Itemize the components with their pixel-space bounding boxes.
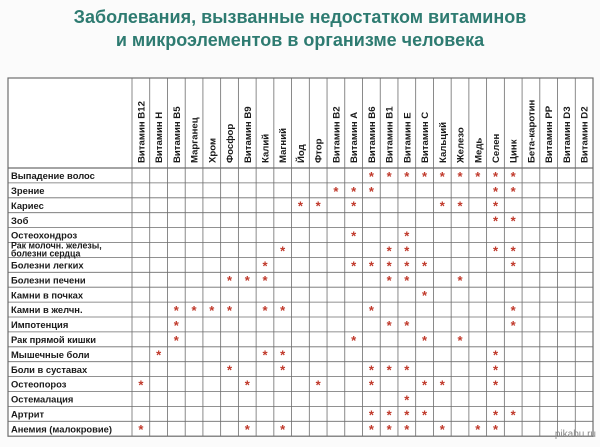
column-header: Витамин C	[420, 111, 432, 163]
row-label: Рак молочн. железы, болезни сердца	[11, 240, 102, 259]
row-label: Болезни легких	[11, 259, 84, 271]
column-header: Витамин B5	[171, 106, 183, 163]
deficiency-mark: *	[280, 362, 286, 378]
deficiency-mark: *	[475, 422, 481, 438]
deficiency-mark: *	[439, 377, 445, 393]
column-header: Хром	[207, 137, 219, 163]
deficiency-mark: *	[368, 258, 374, 274]
deficiency-mark: *	[368, 168, 374, 184]
row-label: Камни в желчн.	[11, 304, 83, 316]
deficiency-mark: *	[492, 347, 499, 363]
deficiency-mark: *	[368, 377, 374, 393]
deficiency-mark: *	[404, 228, 410, 244]
row-label: Остеопороз	[11, 378, 67, 390]
deficiency-mark: *	[226, 362, 233, 378]
deficiency-mark: *	[422, 332, 428, 348]
deficiency-mark: *	[244, 377, 250, 393]
deficiency-mark: *	[191, 303, 197, 318]
deficiency-mark: *	[351, 332, 357, 348]
row-label: Болезни печени	[11, 274, 86, 286]
deficiency-mark: *	[351, 183, 357, 199]
deficiency-mark: *	[386, 168, 392, 184]
deficiency-mark: *	[173, 317, 179, 333]
deficiency-mark: *	[510, 407, 516, 423]
deficiency-mark: *	[404, 392, 410, 408]
row-label: Рак прямой кишки	[11, 334, 97, 345]
deficiency-mark: *	[404, 362, 410, 378]
column-header: Витамин B6	[366, 106, 378, 163]
column-header: Витамин D2	[579, 106, 591, 163]
deficiency-mark: *	[351, 228, 357, 244]
deficiency-mark: *	[280, 303, 286, 318]
deficiency-mark: *	[457, 273, 463, 289]
deficiency-mark: *	[457, 332, 463, 348]
deficiency-mark: *	[457, 168, 463, 184]
deficiency-mark: *	[510, 258, 516, 274]
deficiency-mark: *	[457, 198, 463, 214]
row-label: Зрение	[11, 185, 45, 196]
deficiency-mark: *	[297, 198, 303, 214]
deficiency-mark: *	[226, 273, 233, 289]
deficiency-mark: *	[492, 168, 499, 184]
deficiency-mark: *	[422, 168, 428, 184]
deficiency-mark: *	[510, 317, 516, 333]
deficiency-mark: *	[262, 347, 268, 363]
deficiency-mark: *	[422, 288, 428, 304]
row-label: Остеохондроз	[11, 229, 78, 241]
deficiency-mark: *	[475, 168, 481, 184]
column-header: Витамин H	[154, 111, 166, 163]
deficiency-mark: *	[368, 303, 374, 318]
deficiency-mark: *	[280, 422, 286, 438]
column-header: Цинк	[508, 139, 520, 163]
row-label: Мышечные боли	[11, 348, 90, 360]
deficiency-mark: *	[386, 407, 392, 423]
deficiency-mark: *	[492, 377, 499, 393]
deficiency-mark: *	[439, 168, 445, 184]
column-header: Железо	[455, 127, 467, 163]
deficiency-mark: *	[280, 243, 286, 259]
deficiency-mark: *	[386, 273, 392, 289]
deficiency-mark: *	[492, 422, 499, 438]
deficiency-mark: *	[386, 258, 392, 274]
title-line-1: Заболевания, вызванные недостатком витаминов	[73, 7, 527, 27]
deficiency-mark: *	[404, 273, 410, 289]
column-header: Витамин B12	[136, 101, 148, 163]
deficiency-mark: *	[244, 273, 250, 289]
deficiency-mark: *	[492, 243, 499, 259]
column-header: Магний	[278, 127, 290, 163]
column-header: Кальций	[437, 122, 449, 163]
column-header: Витамин B2	[331, 106, 343, 163]
row-label: Остемалация	[11, 393, 74, 405]
column-header: Витамин PP	[544, 105, 556, 163]
column-header: Медь	[473, 137, 485, 163]
deficiency-mark: *	[510, 303, 516, 318]
column-header: Бета-каротин	[526, 99, 538, 163]
column-header: Витамин E	[402, 112, 414, 163]
deficiency-mark: *	[404, 168, 410, 184]
deficiency-mark: *	[351, 258, 357, 274]
deficiency-mark: *	[404, 407, 410, 423]
deficiency-mark: *	[404, 317, 410, 333]
deficiency-mark: *	[386, 243, 392, 259]
deficiency-mark: *	[492, 213, 499, 229]
deficiency-mark: *	[315, 198, 321, 214]
deficiency-mark: *	[422, 407, 428, 423]
deficiency-mark: *	[510, 213, 516, 229]
deficiency-mark: *	[280, 347, 286, 363]
column-header: Селен	[490, 133, 502, 163]
row-label: Анемия (малокровие)	[11, 423, 113, 435]
deficiency-mark: *	[138, 377, 144, 393]
column-header: Витамин B9	[242, 106, 254, 163]
deficiency-mark: *	[510, 168, 516, 184]
deficiency-mark: *	[368, 362, 374, 378]
row-label: Импотенция	[11, 319, 69, 331]
row-label: Артрит	[11, 408, 45, 420]
deficiency-mark: *	[262, 258, 268, 274]
deficiency-mark: *	[351, 198, 357, 214]
column-header: Витамин A	[349, 111, 361, 163]
title-line-2: и микроэлементов в организме человека	[115, 30, 485, 50]
deficiency-mark: *	[404, 422, 410, 438]
site-watermark: pikabu.ru	[554, 429, 596, 440]
deficiency-mark: *	[422, 258, 428, 274]
column-header: Фтор	[313, 138, 325, 163]
deficiency-mark: *	[333, 183, 339, 199]
deficiency-mark: *	[422, 377, 428, 393]
deficiency-mark: *	[244, 422, 250, 438]
deficiency-mark: *	[439, 198, 445, 214]
deficiency-mark: *	[173, 303, 179, 318]
deficiency-mark: *	[510, 243, 516, 259]
deficiency-mark: *	[138, 422, 144, 438]
column-header: Марганец	[189, 117, 201, 163]
deficiency-mark: *	[439, 422, 445, 438]
column-header: Витамин B1	[384, 106, 396, 163]
deficiency-mark: *	[368, 422, 374, 438]
deficiency-mark: *	[226, 303, 233, 318]
column-header: Калий	[260, 133, 272, 163]
deficiency-mark: *	[368, 183, 374, 199]
deficiency-mark: *	[173, 332, 179, 348]
column-header: Витамин D3	[561, 106, 573, 163]
deficiency-mark: *	[510, 183, 516, 199]
deficiency-mark: *	[386, 362, 392, 378]
column-header: Йод	[295, 144, 307, 163]
deficiency-mark: *	[262, 273, 268, 289]
deficiency-mark: *	[492, 407, 499, 423]
row-label: Боли в суставах	[11, 363, 88, 375]
deficiency-mark: *	[368, 407, 374, 423]
deficiency-mark: *	[315, 377, 321, 393]
deficiency-mark: *	[386, 422, 392, 438]
row-label: Кариес	[11, 199, 44, 211]
deficiency-mark: *	[492, 198, 499, 214]
deficiency-mark: *	[404, 243, 410, 259]
deficiency-mark: *	[209, 303, 215, 318]
column-header: Фосфор	[225, 123, 237, 163]
deficiency-mark: *	[262, 303, 268, 318]
row-label: Камни в почках	[11, 289, 84, 301]
deficiency-mark: *	[492, 183, 499, 199]
deficiency-mark: *	[492, 362, 499, 378]
deficiency-mark: *	[404, 258, 410, 274]
row-label: Зоб	[11, 214, 29, 226]
deficiency-mark: *	[156, 347, 162, 363]
deficiency-mark: *	[386, 317, 392, 333]
row-label: Выпадение волос	[11, 170, 95, 182]
